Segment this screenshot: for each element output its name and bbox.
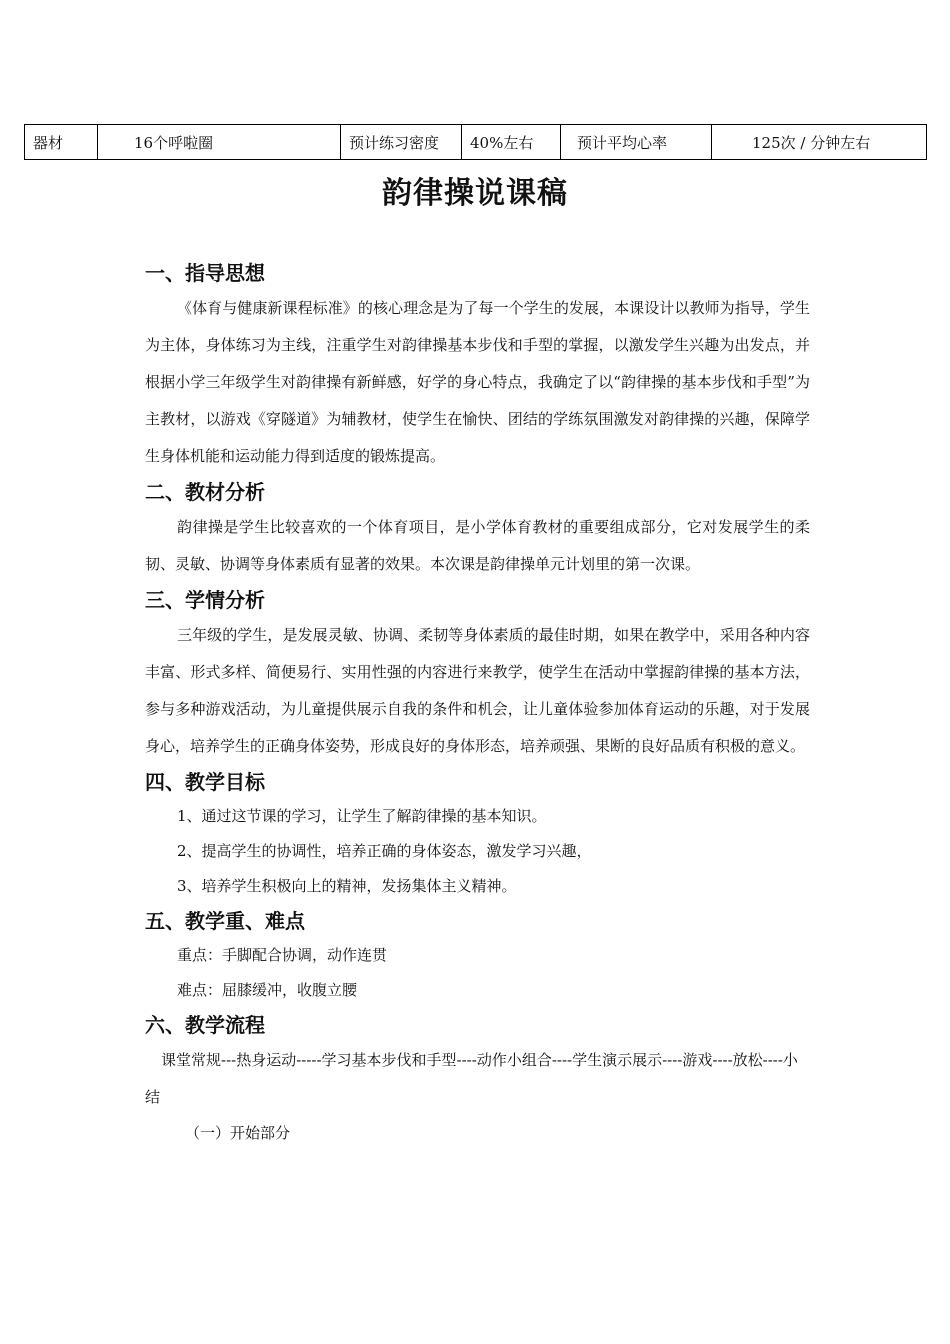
heart-rate-label: 预计平均心率 bbox=[561, 125, 712, 160]
density-label: 预计练习密度 bbox=[341, 125, 462, 160]
subsection-heading-opening: （一）开始部分 bbox=[185, 1124, 291, 1142]
list-item: 2、提高学生的协调性，培养正确的身体姿态，激发学习兴趣， bbox=[177, 842, 592, 860]
section-heading-teaching-goals: 四、教学目标 bbox=[145, 770, 265, 794]
section-heading-key-points: 五、教学重、难点 bbox=[145, 909, 305, 933]
list-item: 1、通过这节课的学习，让学生了解韵律操的基本知识。 bbox=[177, 807, 547, 825]
section-heading-material-analysis: 二、教材分析 bbox=[145, 480, 265, 504]
section-body-student-analysis: 三年级的学生，是发展灵敏、协调、柔韧等身体素质的最佳时期，如果在教学中，采用各种内容丰富、形式多样、简便易行、实用性强的内容进行来教学，使学生在活动中掌握韵律操的基本方法，参与多种游戏活动，为儿童提供展示自我的条件和机会，让儿童体验参加体育运动的乐趣，对于发展身心，培养学生的正确身体姿势，形成良好的身体形态，培养顽强、果断的良好品质有积极的意义。 bbox=[145, 626, 810, 755]
table-row bbox=[25, 125, 927, 160]
difficult-point: 难点：屈膝缓冲，收腹立腰 bbox=[177, 981, 358, 999]
equipment-value: 16个呼啦圈 bbox=[98, 125, 341, 160]
heart-rate-value: 125次 / 分钟左右 bbox=[712, 125, 927, 160]
lesson-info-table bbox=[24, 124, 927, 160]
page-title: 韵律操说课稿 bbox=[382, 176, 568, 211]
key-point: 重点：手脚配合协调，动作连贯 bbox=[177, 946, 388, 964]
teaching-flow: 课堂常规---热身运动-----学习基本步伐和手型----动作小组合----学生演示展示----游戏----放松----小结 bbox=[145, 1051, 798, 1106]
section-heading-guiding-ideology: 一、指导思想 bbox=[145, 261, 265, 285]
density-value: 40%左右 bbox=[462, 125, 561, 160]
section-body-material-analysis: 韵律操是学生比较喜欢的一个体育项目，是小学体育教材的重要组成部分，它对发展学生的柔韧、灵敏、协调等身体素质有显著的效果。本次课是韵律操单元计划里的第一次课。 bbox=[145, 518, 810, 573]
equipment-label: 器材 bbox=[25, 125, 98, 160]
section-heading-student-analysis: 三、学情分析 bbox=[145, 588, 265, 612]
document-body bbox=[145, 256, 810, 1151]
section-body-guiding-ideology: 《体育与健康新课程标准》的核心理念是为了每一个学生的发展，本课设计以教师为指导，学生为主体，身体练习为主线，注重学生对韵律操基本步伐和手型的掌握，以激发学生兴趣为出发点，并根据小学三年级学生对韵律操有新鲜感，好学的身心特点，我确定了以“韵律操的基本步伐和手型”为主教材，以游戏《穿隧道》为辅教材，使学生在愉快、团结的学练氛围激发对韵律操的兴趣，保障学生身体机能和运动能力得到适度的锻炼提高。 bbox=[145, 299, 810, 465]
section-heading-teaching-process: 六、教学流程 bbox=[145, 1013, 265, 1037]
list-item: 3、培养学生积极向上的精神，发扬集体主义精神。 bbox=[177, 877, 517, 895]
